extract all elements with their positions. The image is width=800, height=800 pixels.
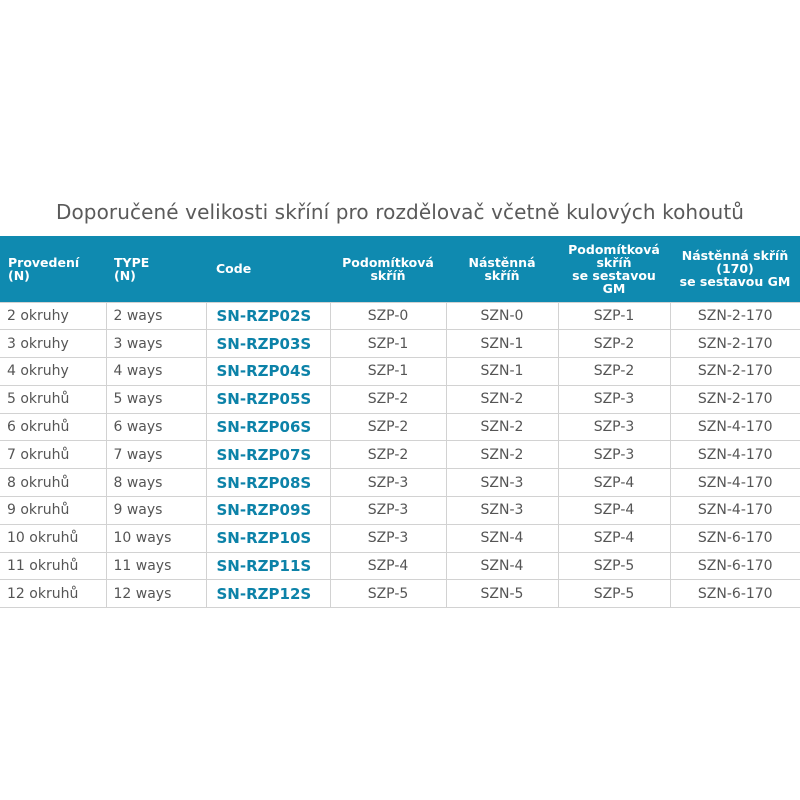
cell-podomitkova-skrin-gm: SZP-2: [558, 330, 670, 358]
cell-provedeni: 6 okruhů: [0, 413, 106, 441]
cell-nastenna-skrin-170-gm: SZN-6-170: [670, 580, 800, 608]
table-row: [0, 580, 800, 608]
cell-type: 9 ways: [106, 497, 206, 525]
cell-provedeni: 12 okruhů: [0, 580, 106, 608]
table-row: [0, 524, 800, 552]
cell-podomitkova-skrin: SZP-1: [330, 330, 446, 358]
cell-code: SN-RZP10S: [206, 524, 330, 552]
cell-podomitkova-skrin: SZP-1: [330, 358, 446, 386]
cell-code: SN-RZP09S: [206, 497, 330, 525]
table-row: [0, 302, 800, 330]
table-row: [0, 552, 800, 580]
cell-type: 5 ways: [106, 385, 206, 413]
cell-podomitkova-skrin: SZP-2: [330, 441, 446, 469]
cell-code: SN-RZP08S: [206, 469, 330, 497]
cell-podomitkova-skrin: SZP-2: [330, 413, 446, 441]
cell-podomitkova-skrin: SZP-4: [330, 552, 446, 580]
cell-code: SN-RZP04S: [206, 358, 330, 386]
header-nastenna-skrin: Nástěnná skříň: [468, 254, 536, 283]
header-code: Code: [216, 261, 252, 277]
cell-podomitkova-skrin: SZP-0: [330, 302, 446, 330]
cell-nastenna-skrin-170-gm: SZN-6-170: [670, 552, 800, 580]
cell-nastenna-skrin-170-gm: SZN-6-170: [670, 524, 800, 552]
cell-nastenna-skrin: SZN-4: [446, 552, 558, 580]
cell-nastenna-skrin: SZN-2: [446, 441, 558, 469]
cell-podomitkova-skrin-gm: SZP-4: [558, 524, 670, 552]
cell-type: 11 ways: [106, 552, 206, 580]
table-header-row: [0, 236, 800, 302]
table-title: Doporučené velikosti skříní pro rozdělovač včetně kulových kohoutů: [55, 200, 745, 224]
cell-code: SN-RZP12S: [206, 580, 330, 608]
cell-nastenna-skrin: SZN-5: [446, 580, 558, 608]
cell-code: SN-RZP05S: [206, 385, 330, 413]
table-body: [0, 302, 800, 608]
cell-podomitkova-skrin-gm: SZP-5: [558, 580, 670, 608]
cell-provedeni: 11 okruhů: [0, 552, 106, 580]
cell-nastenna-skrin: SZN-3: [446, 469, 558, 497]
cell-nastenna-skrin: SZN-1: [446, 358, 558, 386]
cell-podomitkova-skrin-gm: SZP-4: [558, 469, 670, 497]
sizes-table: [0, 236, 800, 608]
cell-podomitkova-skrin-gm: SZP-4: [558, 497, 670, 525]
cell-podomitkova-skrin: SZP-5: [330, 580, 446, 608]
cell-nastenna-skrin-170-gm: SZN-4-170: [670, 441, 800, 469]
cell-code: SN-RZP06S: [206, 413, 330, 441]
table-row: [0, 413, 800, 441]
cell-nastenna-skrin: SZN-2: [446, 385, 558, 413]
table-row: [0, 330, 800, 358]
cell-podomitkova-skrin-gm: SZP-3: [558, 413, 670, 441]
cell-provedeni: 5 okruhů: [0, 385, 106, 413]
cell-provedeni: 9 okruhů: [0, 497, 106, 525]
cell-podomitkova-skrin-gm: SZP-3: [558, 385, 670, 413]
cell-provedeni: 4 okruhy: [0, 358, 106, 386]
cell-provedeni: 3 okruhy: [0, 330, 106, 358]
cell-code: SN-RZP07S: [206, 441, 330, 469]
cell-type: 2 ways: [106, 302, 206, 330]
cell-type: 7 ways: [106, 441, 206, 469]
table-row: [0, 385, 800, 413]
cell-code: SN-RZP11S: [206, 552, 330, 580]
header-nastenna-skrin-170-gm: Nástěnná skříň (170) se sestavou GM: [679, 248, 791, 290]
table-row: [0, 469, 800, 497]
cell-nastenna-skrin-170-gm: SZN-2-170: [670, 302, 800, 330]
cell-nastenna-skrin: SZN-4: [446, 524, 558, 552]
cell-provedeni: 7 okruhů: [0, 441, 106, 469]
cell-type: 8 ways: [106, 469, 206, 497]
header-type: TYPE (N): [114, 254, 150, 283]
header-podomitkova-skrin: Podomítková skříň: [342, 254, 434, 283]
cell-nastenna-skrin: SZN-2: [446, 413, 558, 441]
cell-podomitkova-skrin: SZP-3: [330, 497, 446, 525]
cell-provedeni: 2 okruhy: [0, 302, 106, 330]
cell-podomitkova-skrin: SZP-3: [330, 524, 446, 552]
cell-nastenna-skrin: SZN-1: [446, 330, 558, 358]
table-row: [0, 358, 800, 386]
cell-podomitkova-skrin-gm: SZP-1: [558, 302, 670, 330]
cell-nastenna-skrin-170-gm: SZN-4-170: [670, 469, 800, 497]
cell-podomitkova-skrin: SZP-2: [330, 385, 446, 413]
cell-podomitkova-skrin: SZP-3: [330, 469, 446, 497]
cell-nastenna-skrin-170-gm: SZN-2-170: [670, 358, 800, 386]
header-podomitkova-skrin-gm: Podomítková skříň se sestavou GM: [568, 241, 660, 296]
cell-code: SN-RZP03S: [206, 330, 330, 358]
cell-type: 6 ways: [106, 413, 206, 441]
table-row: [0, 441, 800, 469]
cell-provedeni: 8 okruhů: [0, 469, 106, 497]
cell-type: 12 ways: [106, 580, 206, 608]
header-provedeni: Provedení (N): [8, 254, 80, 283]
cell-nastenna-skrin-170-gm: SZN-2-170: [670, 330, 800, 358]
cell-nastenna-skrin-170-gm: SZN-4-170: [670, 413, 800, 441]
cell-type: 10 ways: [106, 524, 206, 552]
cell-provedeni: 10 okruhů: [0, 524, 106, 552]
cell-nastenna-skrin-170-gm: SZN-2-170: [670, 385, 800, 413]
cell-code: SN-RZP02S: [206, 302, 330, 330]
cell-type: 3 ways: [106, 330, 206, 358]
table-row: [0, 497, 800, 525]
cell-podomitkova-skrin-gm: SZP-2: [558, 358, 670, 386]
cell-nastenna-skrin-170-gm: SZN-4-170: [670, 497, 800, 525]
cell-type: 4 ways: [106, 358, 206, 386]
cell-nastenna-skrin: SZN-3: [446, 497, 558, 525]
cell-nastenna-skrin: SZN-0: [446, 302, 558, 330]
cell-podomitkova-skrin-gm: SZP-3: [558, 441, 670, 469]
cell-podomitkova-skrin-gm: SZP-5: [558, 552, 670, 580]
